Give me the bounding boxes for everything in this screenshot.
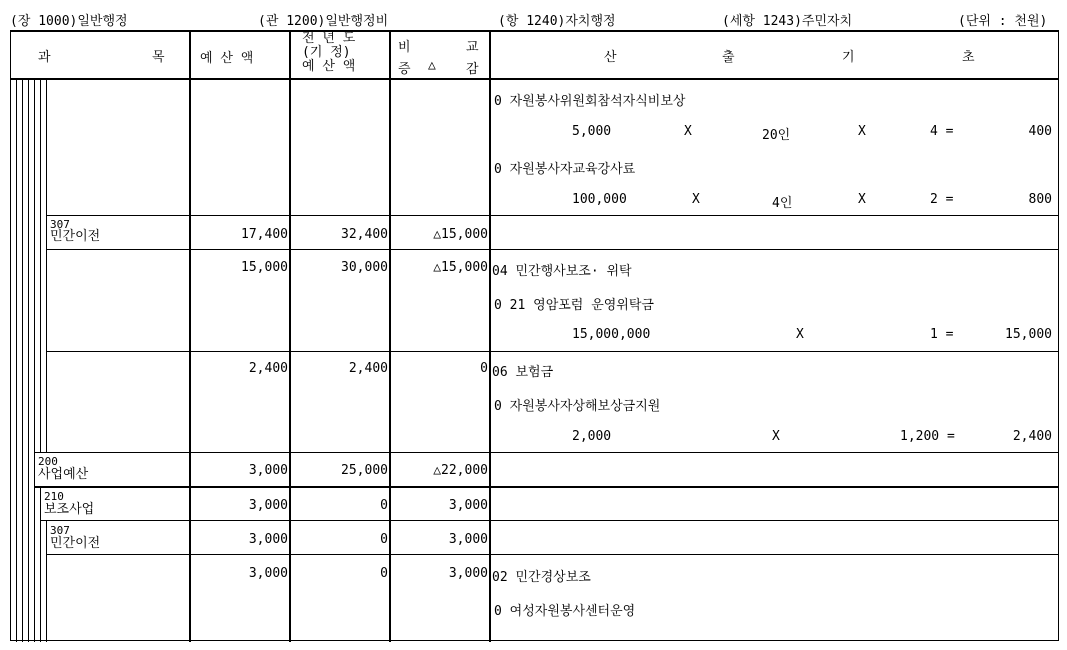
level-line-4	[34, 80, 35, 642]
r4-budget: 2,400	[248, 361, 288, 376]
header-gwamok-b: 목	[152, 50, 165, 65]
r1-line1: 0 자원봉사위원회참석자식비보상	[494, 94, 686, 109]
r5-name: 사업예산	[38, 467, 89, 482]
r7-cmp: 3,000	[448, 532, 488, 547]
row-sep-4	[34, 452, 1059, 453]
row-sep-7	[46, 554, 1059, 555]
r1-l2-d: X	[858, 124, 866, 139]
table-top-border	[10, 30, 1059, 32]
gwan-label: (관 1200)일반행정비	[258, 14, 389, 29]
r1-l4-d: X	[858, 192, 866, 207]
level-line-1	[16, 80, 17, 642]
col-line-basis	[489, 30, 491, 642]
r8-prev: 0	[380, 566, 388, 581]
r2-budget: 17,400	[241, 227, 288, 242]
r2-cmp: △15,000	[433, 227, 488, 242]
r7-name: 민간이전	[50, 536, 101, 551]
sehang-label: (세항 1243)주민자치	[722, 14, 853, 29]
r8-line2: 0 여성자원봉사센터운영	[494, 604, 636, 619]
r1-l2-c: 20인	[762, 128, 791, 143]
r1-l2-a: 5,000	[572, 124, 612, 139]
header-cmp-2a: 증	[398, 62, 411, 77]
r2-name: 민간이전	[50, 229, 101, 244]
level-line-5	[40, 80, 41, 452]
header-prev-1: 전 년 도	[302, 31, 356, 46]
header-basis-3: 기	[842, 50, 855, 65]
r6-name: 보조사업	[44, 502, 95, 517]
row-sep-2	[46, 249, 1059, 250]
r8-line1: 02 민간경상보조	[492, 570, 591, 585]
r3-line1: 04 민간행사보조· 위탁	[492, 264, 632, 279]
jang-label: (장 1000)일반행정	[10, 14, 128, 29]
r4-line1: 06 보험금	[492, 365, 554, 380]
level-line-6	[46, 80, 47, 452]
table-bottom-border	[10, 640, 1059, 641]
r1-l4-a: 100,000	[572, 192, 627, 207]
header-prev-2: (기 정)	[302, 45, 351, 60]
r3-prev: 30,000	[341, 260, 388, 275]
r4-l3-c: 1,200 =	[900, 429, 955, 444]
r5-cmp: △22,000	[433, 463, 488, 478]
level-line-2	[22, 80, 23, 642]
r1-l2-e: 4 =	[930, 124, 954, 139]
header-budget: 예 산 액	[200, 51, 254, 66]
r5-prev: 25,000	[341, 463, 388, 478]
r5-code: 200	[38, 455, 58, 468]
r1-l4-b: X	[692, 192, 700, 207]
row-sep-1	[46, 215, 1059, 216]
r7-budget: 3,000	[248, 532, 288, 547]
row-sep-3	[46, 351, 1059, 352]
row-sep-6	[40, 520, 1059, 521]
r2-prev: 32,400	[341, 227, 388, 242]
level-line-6b	[46, 520, 47, 642]
header-basis-4: 초	[962, 50, 975, 65]
r1-l4-f: 800	[1028, 192, 1052, 207]
r1-l2-f: 400	[1028, 124, 1052, 139]
r1-l2-b: X	[684, 124, 692, 139]
header-prev-3: 예 산 액	[302, 59, 356, 74]
r8-cmp: 3,000	[448, 566, 488, 581]
header-basis-2: 출	[722, 50, 735, 65]
r1-l4-c: 4인	[772, 196, 793, 211]
header-bottom-border	[10, 78, 1059, 80]
level-line-5b	[40, 487, 41, 642]
header-cmp-2c: 감	[466, 62, 479, 77]
r7-prev: 0	[380, 532, 388, 547]
col-line-budget	[189, 30, 191, 642]
r4-cmp: 0	[480, 361, 488, 376]
r4-l3-d: 2,400	[1012, 429, 1052, 444]
r3-cmp: △15,000	[433, 260, 488, 275]
unit-label: (단위 : 천원)	[958, 14, 1048, 29]
col-line-cmp	[389, 30, 391, 642]
r3-l3-b: X	[796, 327, 804, 342]
r6-cmp: 3,000	[448, 498, 488, 513]
right-border	[1058, 30, 1059, 640]
header-cmp-1b: 교	[466, 40, 479, 55]
r8-budget: 3,000	[248, 566, 288, 581]
r3-l3-c: 1 =	[930, 327, 954, 342]
r3-l3-d: 15,000	[1005, 327, 1052, 342]
left-border	[10, 30, 11, 640]
r2-code: 307	[50, 218, 70, 231]
row-sep-5	[34, 486, 1059, 488]
r1-line3: 0 자원봉사자교육강사료	[494, 162, 636, 177]
header-gwamok-a: 과	[38, 50, 51, 65]
r3-l3-a: 15,000,000	[572, 327, 651, 342]
header-basis-1: 산	[604, 50, 617, 65]
r1-l4-e: 2 =	[930, 192, 954, 207]
header-cmp-1a: 비	[398, 40, 411, 55]
r3-line2: 0 21 영암포럼 운영위탁금	[494, 298, 654, 313]
level-line-3	[28, 80, 29, 642]
r4-l3-a: 2,000	[572, 429, 612, 444]
r3-budget: 15,000	[241, 260, 288, 275]
col-line-prev	[289, 30, 291, 642]
r6-budget: 3,000	[248, 498, 288, 513]
r6-prev: 0	[380, 498, 388, 513]
hang-label: (항 1240)자치행정	[498, 14, 616, 29]
r6-code: 210	[44, 490, 64, 503]
header-cmp-2b: △	[428, 58, 436, 73]
r4-l3-b: X	[772, 429, 780, 444]
r4-line2: 0 자원봉사자상해보상금지원	[494, 399, 661, 414]
r5-budget: 3,000	[248, 463, 288, 478]
r4-prev: 2,400	[348, 361, 388, 376]
r7-code: 307	[50, 524, 70, 537]
